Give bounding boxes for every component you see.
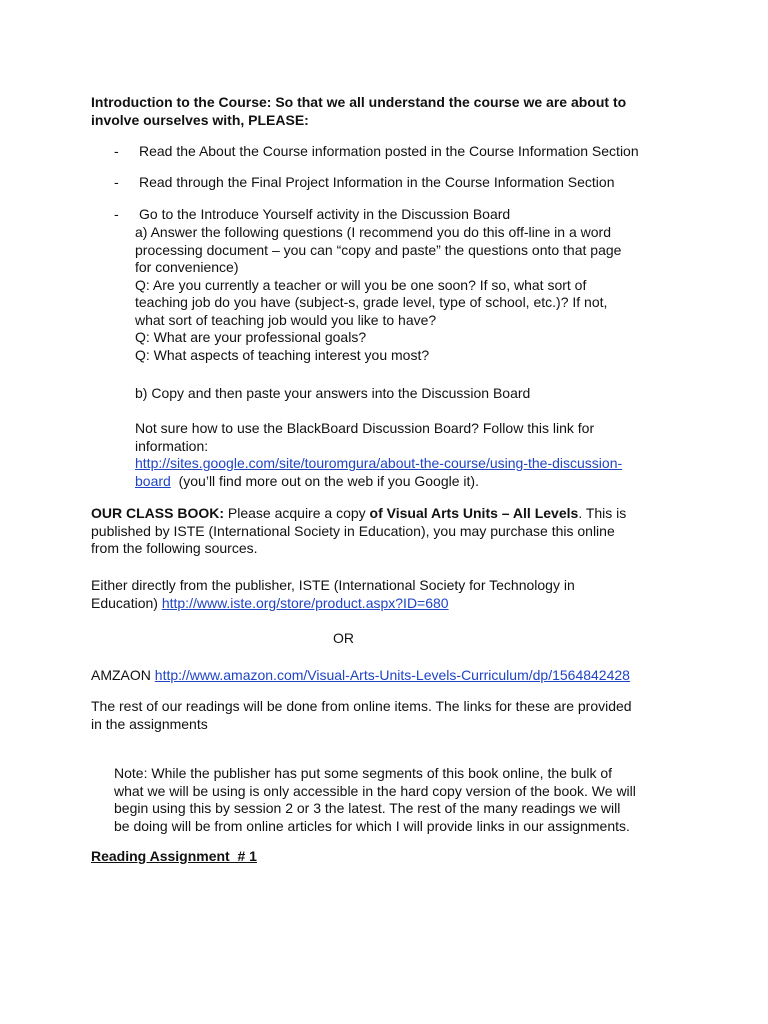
class-book-line-2: published by ISTE (International Society in Education), you may purchase this online xyxy=(91,522,615,539)
reading-assignment-heading: Reading Assignment # 1 xyxy=(91,848,257,864)
bullet-2: Read through the Final Project Information in the Course Information Section xyxy=(139,174,615,190)
note-line: what we will be using is only accessible in the hard copy version of the book. We will xyxy=(114,782,636,799)
amazon-prefix: AMZAON xyxy=(91,667,155,683)
iste-section xyxy=(91,577,575,612)
not-sure-line: information: xyxy=(135,437,209,454)
questions-block xyxy=(135,224,621,364)
iste-store-link[interactable]: http://www.iste.org/store/product.aspx?ID=680 xyxy=(161,594,449,611)
publisher-note xyxy=(114,765,636,835)
not-sure-line: Not sure how to use the BlackBoard Discussion Board? Follow this link for xyxy=(135,420,595,436)
iste-prefix: Education) xyxy=(91,594,162,611)
note-line: Note: While the publisher has put some segments of this book online, the bulk of xyxy=(114,765,613,781)
readings-note xyxy=(91,698,632,733)
bullet-dash-3: - xyxy=(114,206,119,222)
question-line: teaching job do you have (subject-s, grade level, type of school, etc.)? If not, xyxy=(135,294,608,310)
discussion-help xyxy=(135,420,622,490)
bullet-dash-1: - xyxy=(114,143,119,159)
or-separator: OR xyxy=(333,630,354,646)
bullet-1: Read the About the Course information posted in the Course Information Section xyxy=(139,143,639,159)
sub-b-line: b) Copy and then paste your answers into the Discussion Board xyxy=(135,385,531,401)
class-book-line-3: from the following sources. xyxy=(91,540,258,556)
bullet-dash-2: - xyxy=(114,174,119,190)
google-hint: (you’ll find more out on the web if you Google it). xyxy=(178,472,479,489)
question-line: Q: What are your professional goals? xyxy=(135,329,367,345)
amazon-link[interactable]: http://www.amazon.com/Visual-Arts-Units-Levels-Curriculum/dp/1564842428 xyxy=(154,667,630,683)
sub-a-line: a) Answer the following questions (I recommend you do this off-line in a word xyxy=(135,224,611,240)
intro-heading xyxy=(91,94,626,129)
note-line: begin using this by session 2 or 3 the latest. The rest of the many readings we will xyxy=(114,800,621,816)
rest-line-1: The rest of our readings will be done from online items. The links for these are provided xyxy=(91,698,632,714)
amazon-line xyxy=(91,667,630,685)
intro-line-2: involve ourselves with, PLEASE: xyxy=(91,111,309,128)
sub-a-line: processing document – you can “copy and paste” the questions onto that page xyxy=(135,241,622,258)
bullet-3: Go to the Introduce Yourself activity in the Discussion Board xyxy=(139,206,511,222)
rest-line-2: in the assignments xyxy=(91,715,208,732)
intro-line-1: Introduction to the Course: So that we all understand the course we are about to xyxy=(91,94,627,110)
book-title: of Visual Arts Units – All Levels xyxy=(369,505,579,521)
question-line: Q: What aspects of teaching interest you most? xyxy=(135,346,430,363)
class-book-label: OUR CLASS BOOK: xyxy=(91,505,224,521)
class-book-text-2: . This is xyxy=(578,505,627,521)
note-line: be doing will be from online articles for which I will provide links in our assignments. xyxy=(114,817,630,834)
question-line: what sort of teaching job would you like to have? xyxy=(135,311,437,328)
iste-line-1: Either directly from the publisher, ISTE (International Society for Technology in xyxy=(91,577,575,593)
sub-a-line: for convenience) xyxy=(135,259,239,275)
question-line: Q: Are you currently a teacher or will you be one soon? If so, what sort of xyxy=(135,276,587,293)
class-book-section xyxy=(91,505,626,558)
discussion-board-link[interactable]: http://sites.google.com/site/touromgura/about-the-course/using-the-discussion- xyxy=(135,455,623,471)
class-book-text: Please acquire a copy xyxy=(224,505,370,521)
discussion-board-link-cont[interactable]: board xyxy=(135,472,171,489)
